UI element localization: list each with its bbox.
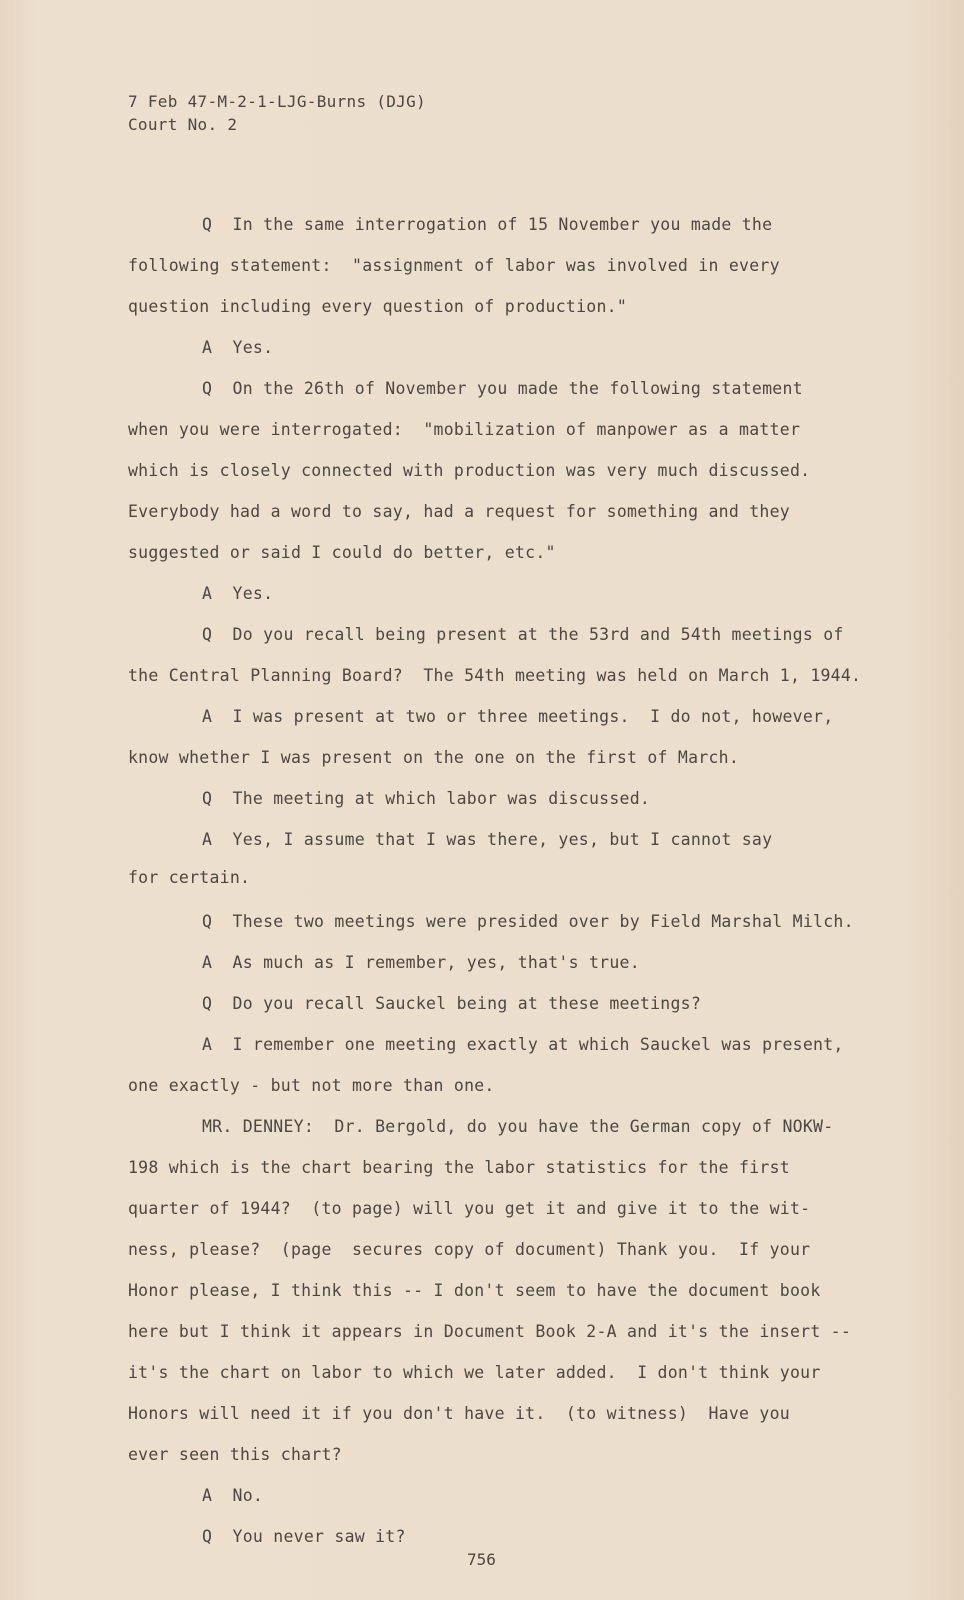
transcript-line: for certain. — [128, 868, 251, 887]
transcript-line: MR. DENNEY: Dr. Bergold, do you have the German copy of NOKW- — [202, 1117, 834, 1136]
transcript-line: Q Do you recall being present at the 53rd and 54th meetings of — [202, 625, 844, 644]
transcript-line: Everybody had a word to say, had a request for something and they — [128, 502, 790, 521]
transcript-line: A As much as I remember, yes, that's true. — [202, 953, 640, 972]
transcript-line: Honor please, I think this -- I don't seem to have the document book — [128, 1281, 821, 1300]
transcript-line: Q Do you recall Sauckel being at these meetings? — [202, 994, 702, 1013]
transcript-line: A Yes. — [202, 584, 274, 603]
transcript-line: question including every question of production." — [128, 297, 628, 316]
transcript-line: 198 which is the chart bearing the labor statistics for the first — [128, 1158, 790, 1177]
transcript-line: ever seen this chart? — [128, 1445, 342, 1464]
transcript-line: Honors will need it if you don't have it. (to witness) Have you — [128, 1404, 790, 1423]
transcript-line: know whether I was present on the one on the first of March. — [128, 748, 740, 767]
transcript-line: A Yes, I assume that I was there, yes, but I cannot say — [202, 830, 773, 849]
page-number: 756 — [467, 1550, 496, 1569]
document-header — [128, 90, 426, 136]
transcript-line: the Central Planning Board? The 54th meeting was held on March 1, 1944. — [128, 666, 862, 685]
transcript-line: A No. — [202, 1486, 264, 1505]
transcript-line: Q The meeting at which labor was discussed. — [202, 789, 651, 808]
transcript-line: Q These two meetings were presided over by Field Marshal Milch. — [202, 912, 854, 931]
header-reference: 7 Feb 47-M-2-1-LJG-Burns (DJG) — [128, 92, 426, 111]
transcript-line: quarter of 1944? (to page) will you get it and give it to the wit- — [128, 1199, 811, 1218]
transcript-line: Q You never saw it? — [202, 1527, 406, 1546]
transcript-line: here but I think it appears in Document Book 2-A and it's the insert -- — [128, 1322, 852, 1341]
transcript-line: which is closely connected with production was very much discussed. — [128, 461, 811, 480]
transcript-line: A I remember one meeting exactly at which Sauckel was present, — [202, 1035, 844, 1054]
transcript-line: suggested or said I could do better, etc." — [128, 543, 556, 562]
transcript-line: Q In the same interrogation of 15 November you made the — [202, 215, 773, 234]
transcript-line: when you were interrogated: "mobilization of manpower as a matter — [128, 420, 801, 439]
transcript-line: ness, please? (page secures copy of document) Thank you. If your — [128, 1240, 811, 1259]
transcript-line: following statement: "assignment of labor was involved in every — [128, 256, 780, 275]
header-court: Court No. 2 — [128, 115, 238, 134]
transcript-line: one exactly - but not more than one. — [128, 1076, 495, 1095]
transcript-line: it's the chart on labor to which we later added. I don't think your — [128, 1363, 821, 1382]
transcript-line: A Yes. — [202, 338, 274, 357]
transcript-line: A I was present at two or three meetings. I do not, however, — [202, 707, 834, 726]
transcript-line: Q On the 26th of November you made the following statement — [202, 379, 803, 398]
